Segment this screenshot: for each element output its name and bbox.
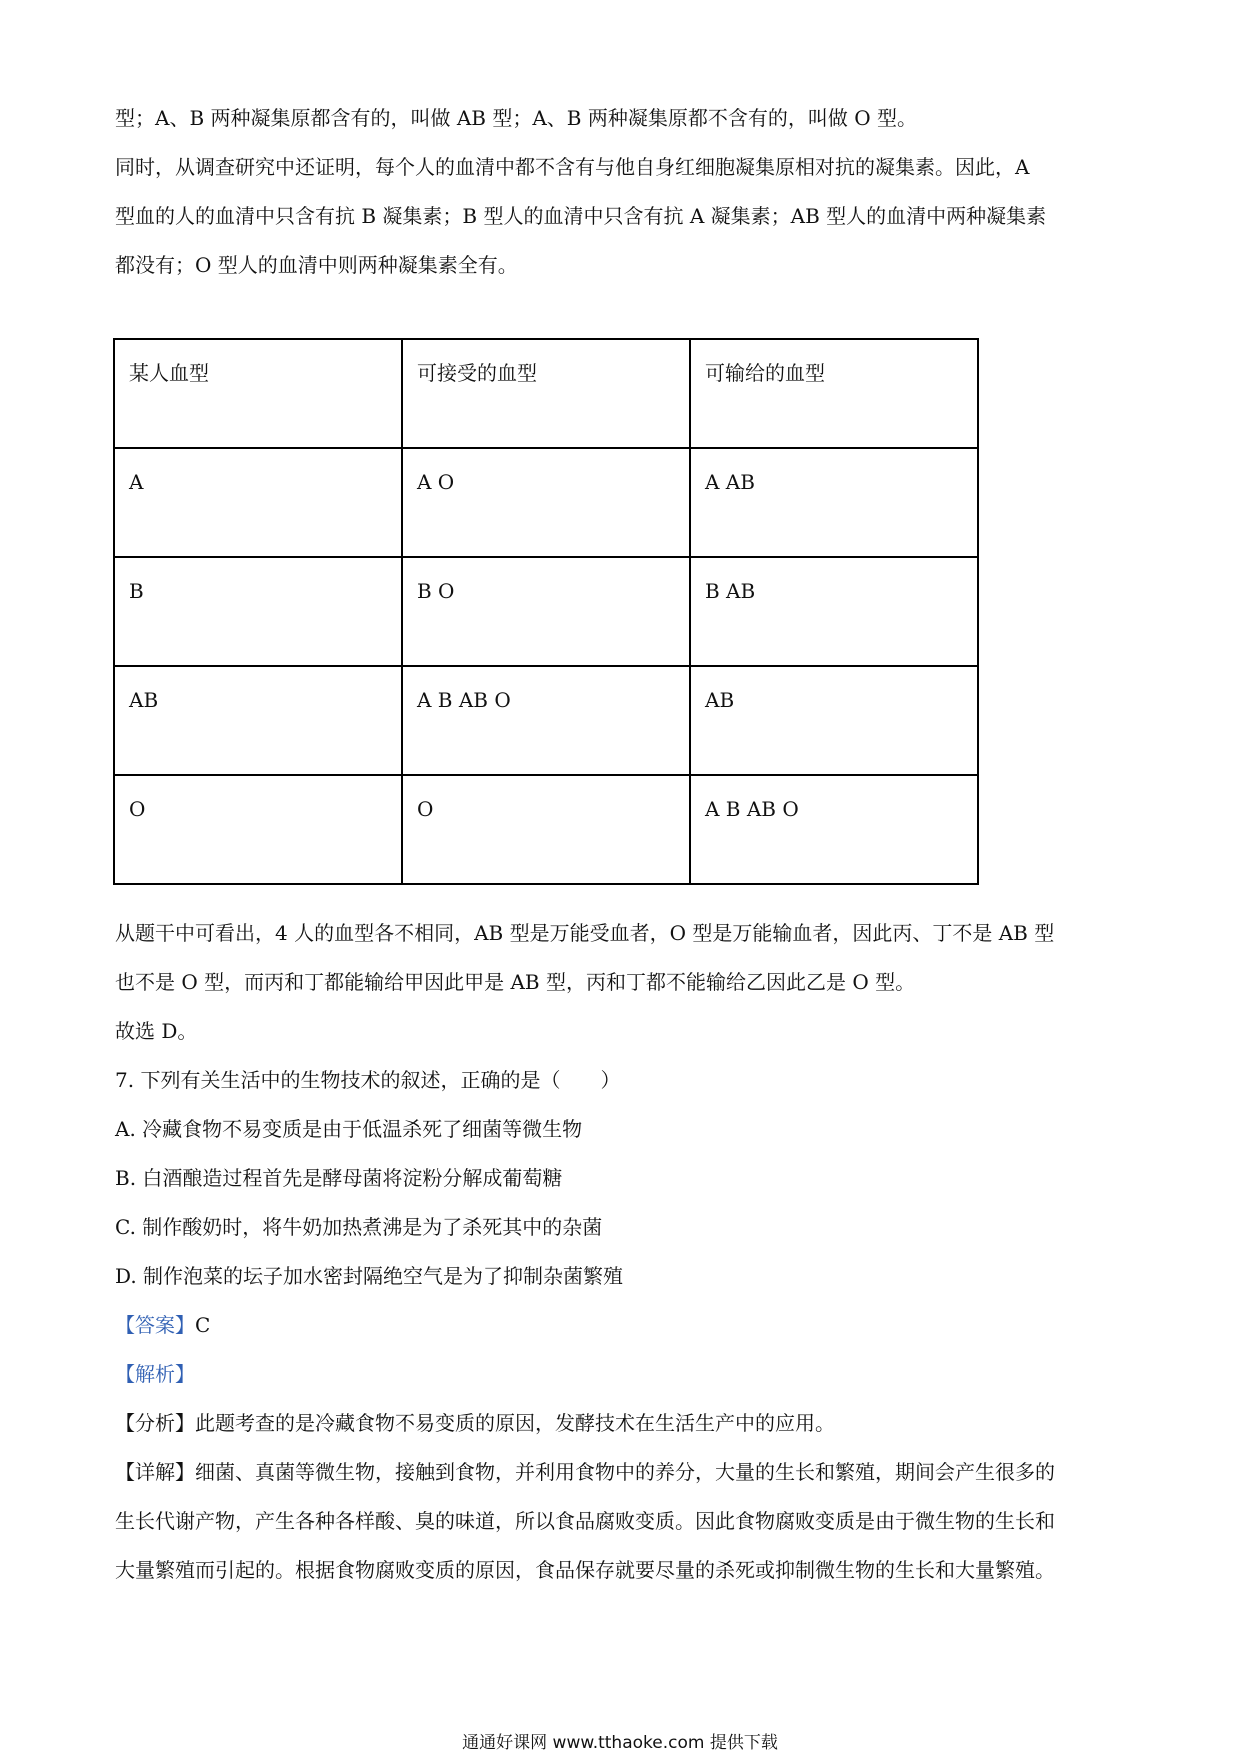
table-row: [114, 666, 978, 775]
text-line: 【详解】细菌、真菌等微生物，接触到食物，并利用食物中的养分，大量的生长和繁殖，期间会产生很多的: [115, 1460, 1055, 1484]
option-c: C. 制作酸奶时，将牛奶加热煮沸是为了杀死其中的杂菌: [115, 1215, 603, 1239]
page-footer: 通通好课网 www.tthaoke.com 提供下载: [462, 1733, 778, 1753]
text-line: 型血的人的血清中只含有抗 B 凝集素；B 型人的血清中只含有抗 A 凝集素；AB 型人的血清中两种凝集素: [115, 204, 1047, 228]
text-line: 也不是 O 型，而丙和丁都能输给甲因此甲是 AB 型，丙和丁都不能输给乙因此乙是 O 型。: [115, 970, 916, 994]
table-cell: AB: [114, 666, 402, 775]
table-cell: A B AB O: [690, 775, 978, 884]
table-cell: B AB: [690, 557, 978, 666]
table-cell: A AB: [690, 448, 978, 557]
fenxi-line: 【分析】此题考查的是冷藏食物不易变质的原因，发酵技术在生活生产中的应用。: [115, 1411, 835, 1435]
option-d: D. 制作泡菜的坛子加水密封隔绝空气是为了抑制杂菌繁殖: [115, 1264, 624, 1288]
text-line: 型；A、B 两种凝集原都含有的，叫做 AB 型；A、B 两种凝集原都不含有的，叫做 O 型。: [115, 106, 917, 130]
blood-type-table: [113, 338, 979, 885]
answer-line: [115, 1301, 1135, 1350]
table-cell: B O: [402, 557, 690, 666]
analysis-tag: 【解析】: [115, 1362, 195, 1386]
text-line: 大量繁殖而引起的。根据食物腐败变质的原因，食品保存就要尽量的杀死或抑制微生物的生长和大量繁殖。: [115, 1558, 1055, 1582]
text-line: 生长代谢产物，产生各种各样酸、臭的味道，所以食品腐败变质。因此食物腐败变质是由于微生物的生长和: [115, 1509, 1055, 1533]
question-stem: 7. 下列有关生活中的生物技术的叙述，正确的是（ ）: [115, 1068, 621, 1092]
table-cell: B: [114, 557, 402, 666]
text-line: 故选 D。: [115, 1019, 198, 1043]
table-header-cell: 可输给的血型: [690, 339, 978, 448]
option-b: B. 白酒酿造过程首先是酵母菌将淀粉分解成葡萄糖: [115, 1166, 563, 1190]
analysis-line: [115, 1350, 1135, 1399]
answer-tag: 【答案】: [115, 1313, 195, 1337]
question-block: [115, 1056, 1135, 1595]
conclusion-paragraph: [115, 909, 1135, 1056]
table-row: [114, 448, 978, 557]
table-cell: A: [114, 448, 402, 557]
table-cell: A O: [402, 448, 690, 557]
table-cell: A B AB O: [402, 666, 690, 775]
table-row: [114, 557, 978, 666]
text-line: 同时，从调查研究中还证明，每个人的血清中都不含有与他自身红细胞凝集原相对抗的凝集素。因此，A: [115, 155, 1030, 179]
table-row: [114, 775, 978, 884]
intro-paragraph: [115, 94, 1135, 290]
table-header-cell: 可接受的血型: [402, 339, 690, 448]
table-cell: AB: [690, 666, 978, 775]
answer-value: C: [195, 1313, 211, 1337]
text-line: 都没有；O 型人的血清中则两种凝集素全有。: [115, 253, 518, 277]
text-line: 从题干中可看出，4 人的血型各不相同，AB 型是万能受血者，O 型是万能输血者，因此丙、丁不是 AB 型: [115, 921, 1055, 945]
table-cell: O: [402, 775, 690, 884]
table-cell: O: [114, 775, 402, 884]
option-a: A. 冷藏食物不易变质是由于低温杀死了细菌等微生物: [115, 1117, 583, 1141]
table-header-cell: 某人血型: [114, 339, 402, 448]
table-header-row: [114, 339, 978, 448]
